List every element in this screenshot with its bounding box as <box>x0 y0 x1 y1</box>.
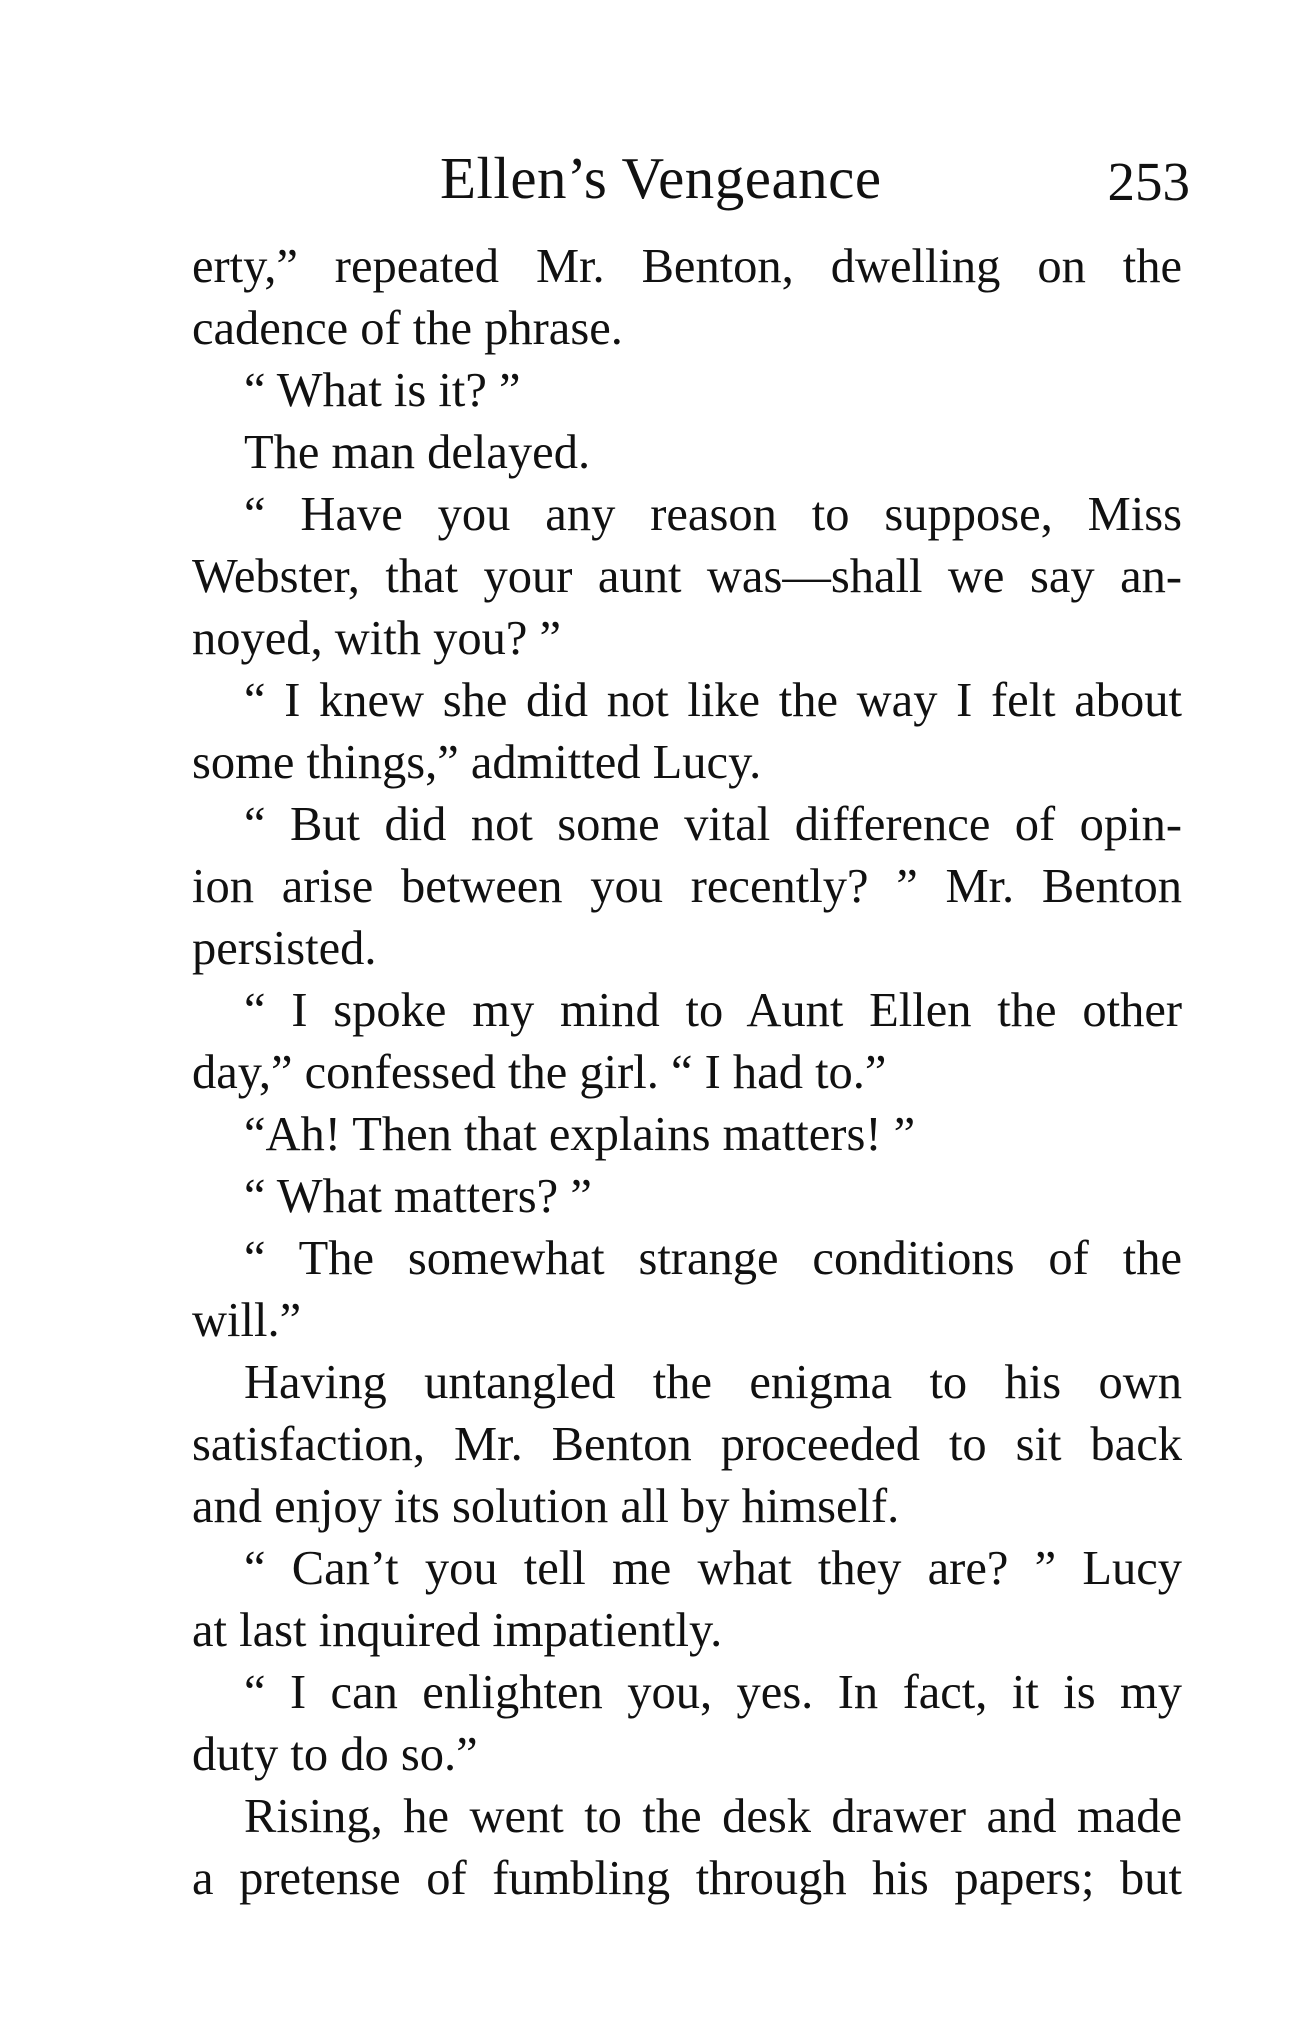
text-line: Rising, he went to the desk drawer and made <box>244 1790 1182 1843</box>
text-line: and enjoy its solution all by himself. <box>192 1480 900 1533</box>
body-text <box>192 236 1182 1910</box>
text-line: “ What matters? ” <box>244 1170 592 1223</box>
text-line: some things,” admitted Lucy. <box>192 736 762 789</box>
text-line: at last inquired impatiently. <box>192 1604 723 1657</box>
text-line: “Ah! Then that explains matters! ” <box>244 1108 916 1161</box>
text-line: duty to do so.” <box>192 1728 478 1781</box>
text-line: day,” confessed the girl. “ I had to.” <box>192 1046 887 1099</box>
text-line: “ I spoke my mind to Aunt Ellen the other <box>244 984 1182 1037</box>
running-title: Ellen’s Vengeance <box>440 145 882 211</box>
text-line: persisted. <box>192 922 377 975</box>
text-line: The man delayed. <box>244 426 591 479</box>
text-line: “ What is it? ” <box>244 364 521 417</box>
text-line: a pretense of fumbling through his papers; but <box>192 1852 1182 1905</box>
text-line: Webster, that your aunt was—shall we say an- <box>192 550 1182 603</box>
text-line: satisfaction, Mr. Benton proceeded to sit back <box>192 1418 1182 1471</box>
text-line: cadence of the phrase. <box>192 302 623 355</box>
text-line: “ But did not some vital difference of opin- <box>244 798 1182 851</box>
text-line: “ Can’t you tell me what they are? ” Lucy <box>244 1542 1182 1595</box>
page-number: 253 <box>1107 151 1190 212</box>
text-line: “ I can enlighten you, yes. In fact, it is my <box>244 1666 1182 1719</box>
text-line: “ Have you any reason to suppose, Miss <box>244 488 1182 541</box>
text-line: erty,” repeated Mr. Benton, dwelling on the <box>192 240 1182 293</box>
page-header <box>190 138 1190 218</box>
text-line: noyed, with you? ” <box>192 612 562 665</box>
text-line: will.” <box>192 1294 302 1347</box>
text-line: “ The somewhat strange conditions of the <box>244 1232 1182 1285</box>
text-line: ion arise between you recently? ” Mr. Benton <box>192 860 1182 913</box>
text-line: “ I knew she did not like the way I felt about <box>244 674 1182 727</box>
text-line: Having untangled the enigma to his own <box>244 1356 1182 1409</box>
